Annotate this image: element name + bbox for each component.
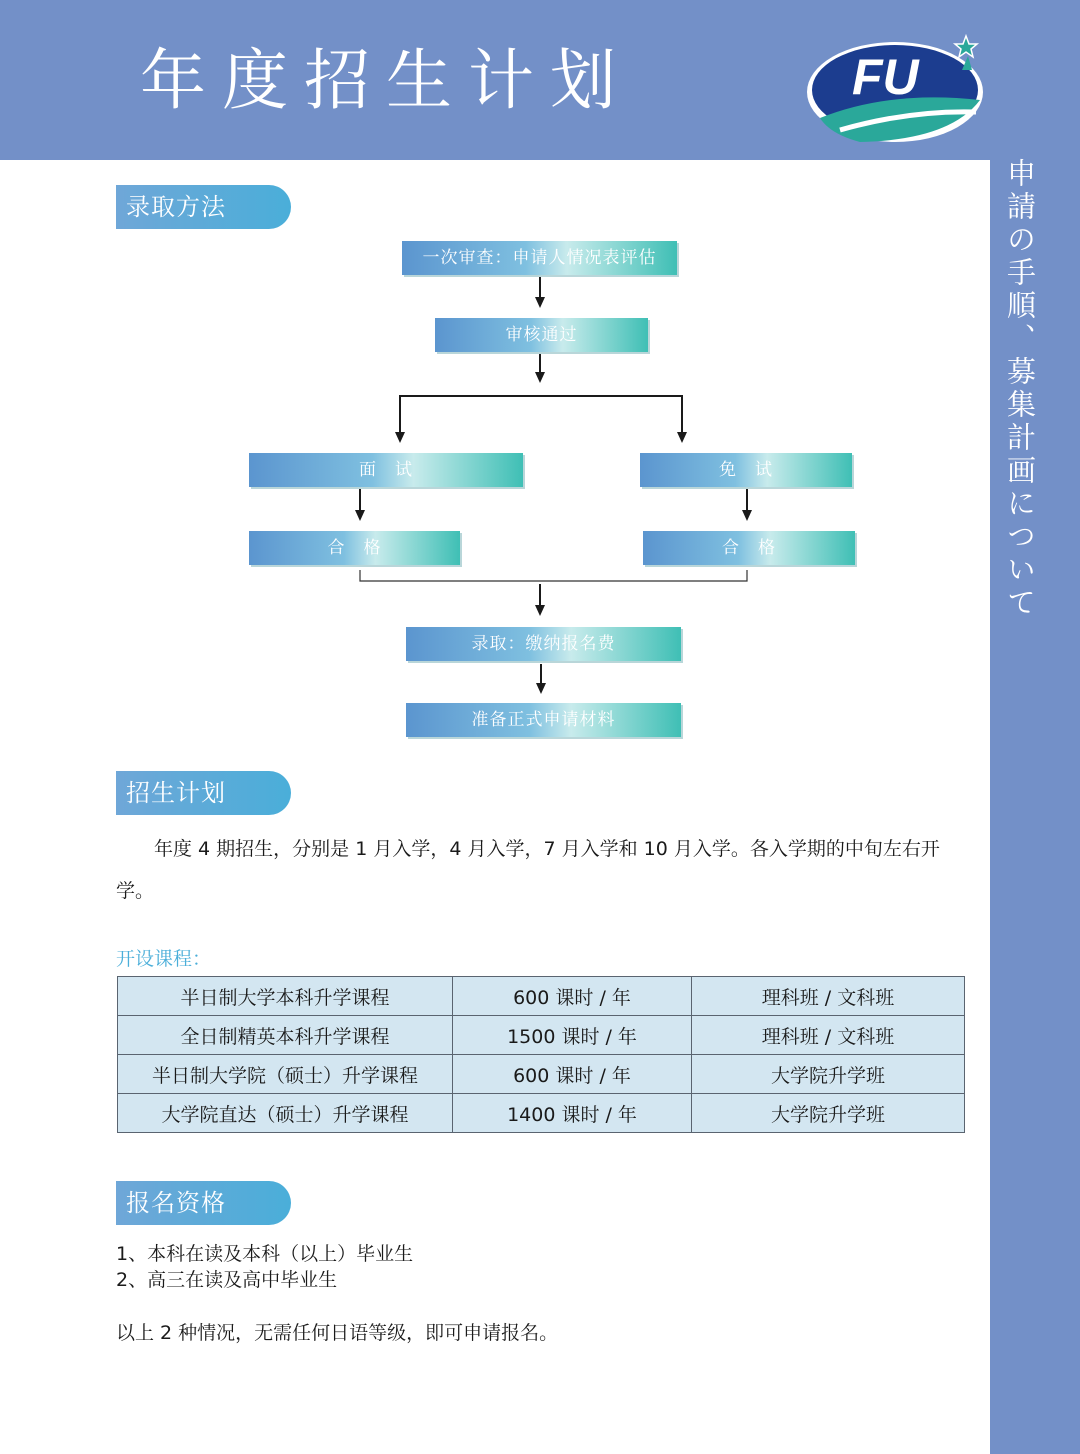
page-title: 年度招生计划 xyxy=(140,42,632,119)
flow-step-interview: 面 试 xyxy=(249,453,523,487)
table-row xyxy=(118,1094,965,1133)
flow-step-exempt: 免 试 xyxy=(640,453,852,487)
merge-line xyxy=(360,570,747,581)
courses-label: 开设课程： xyxy=(116,948,212,970)
table-row xyxy=(118,1055,965,1094)
list-item: 1、本科在读及本科（以上）毕业生 xyxy=(116,1243,414,1265)
course-name: 半日制大学院（硕士）升学课程 xyxy=(118,1055,453,1094)
course-class: 理科班 / 文科班 xyxy=(692,977,965,1016)
course-class: 大学院升学班 xyxy=(692,1055,965,1094)
branch-line xyxy=(400,396,682,441)
course-hours: 1500 课时 / 年 xyxy=(453,1016,692,1055)
eligibility-list xyxy=(116,1241,413,1293)
eligibility-note: 以上 2 种情况，无需任何日语等级，即可申请报名。 xyxy=(116,1322,559,1344)
section-heading-enrollment-plan: 招生计划 xyxy=(116,771,291,815)
table-row xyxy=(118,977,965,1016)
course-hours: 600 课时 / 年 xyxy=(453,1055,692,1094)
flow-step-admission-fee: 录取：缴纳报名费 xyxy=(406,627,681,661)
section-heading-admission-method: 录取方法 xyxy=(116,185,291,229)
arrowhead xyxy=(535,297,545,308)
flow-step-review-passed: 审核通过 xyxy=(435,318,648,352)
course-name: 半日制大学本科升学课程 xyxy=(118,977,453,1016)
enrollment-paragraph: 年度 4 期招生，分别是 1 月入学，4 月入学，7 月入学和 10 月入学。各入学期的中旬左右开学。 xyxy=(116,838,940,902)
sidebar-vertical-title: 申請の手順、募集計画について xyxy=(1003,158,1037,620)
logo-text: FU xyxy=(852,49,919,105)
courses-table xyxy=(117,976,965,1133)
course-name: 全日制精英本科升学课程 xyxy=(118,1016,453,1055)
section-heading-eligibility: 报名资格 xyxy=(116,1181,291,1225)
flow-step-first-review: 一次审查：申请人情况表评估 xyxy=(402,241,677,275)
list-item: 2、高三在读及高中毕业生 xyxy=(116,1269,338,1291)
table-row xyxy=(118,1016,965,1055)
flow-step-prepare-materials: 准备正式申请材料 xyxy=(406,703,681,737)
course-hours: 1400 课时 / 年 xyxy=(453,1094,692,1133)
course-class: 理科班 / 文科班 xyxy=(692,1016,965,1055)
course-name: 大学院直达（硕士）升学课程 xyxy=(118,1094,453,1133)
flow-step-pass-right: 合 格 xyxy=(643,531,855,565)
course-hours: 600 课时 / 年 xyxy=(453,977,692,1016)
course-class: 大学院升学班 xyxy=(692,1094,965,1133)
flow-step-pass-left: 合 格 xyxy=(249,531,460,565)
